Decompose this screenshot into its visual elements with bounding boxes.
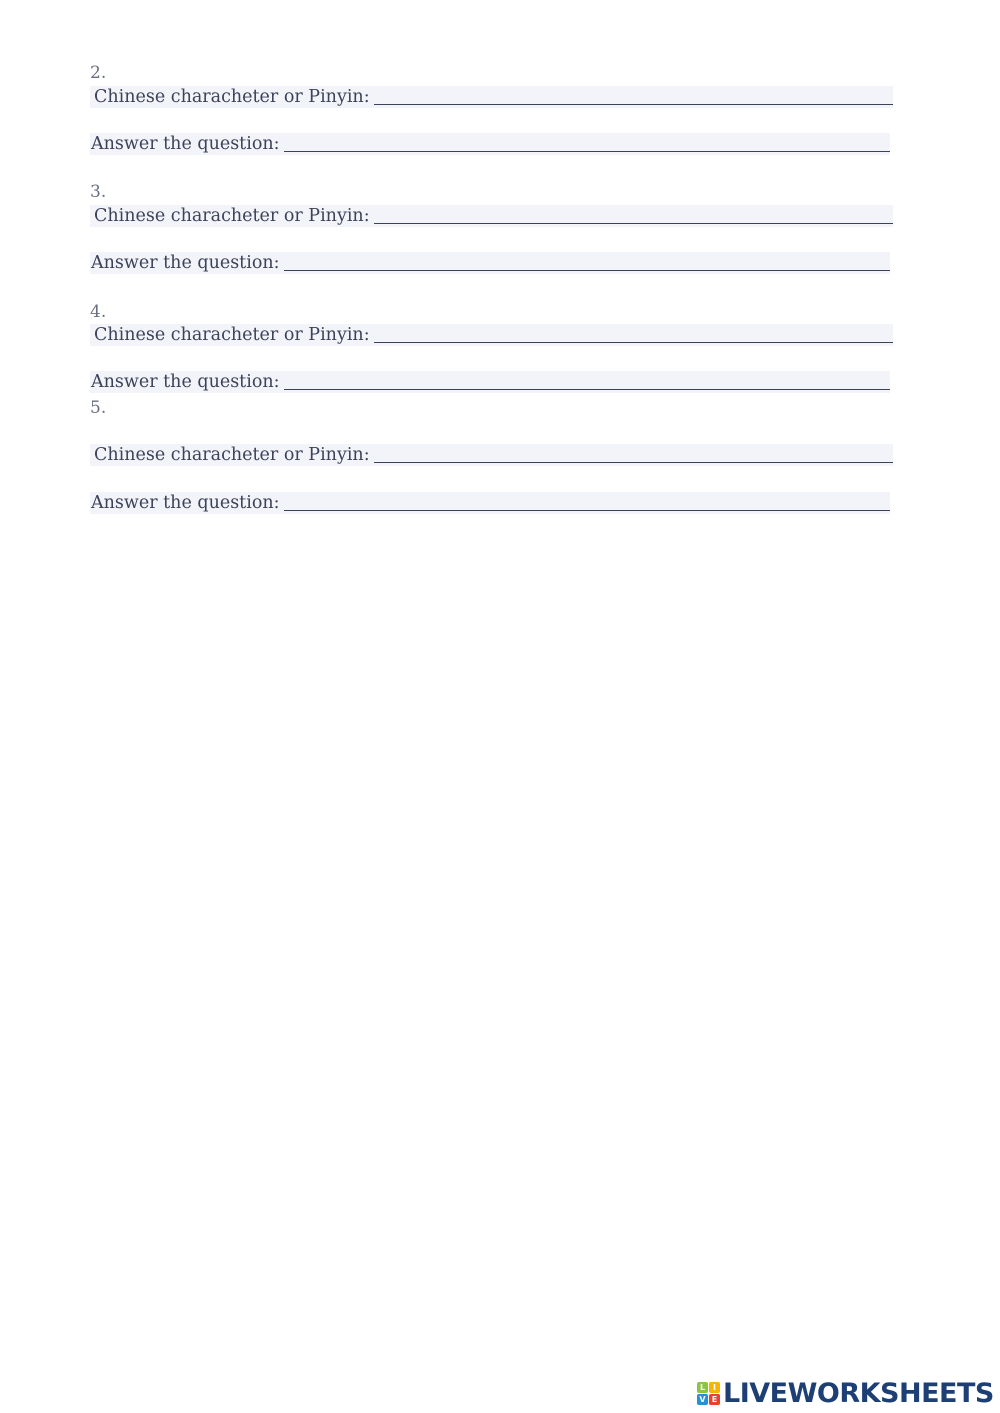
answer-field[interactable]: [90, 252, 890, 274]
field-label: Chinese characheter or Pinyin:: [94, 206, 370, 226]
answer-input[interactable]: [374, 446, 893, 463]
answer-input[interactable]: [284, 254, 890, 271]
question-number: 2.: [90, 63, 107, 83]
live-badge-icon: [697, 1382, 720, 1405]
badge-letter: L: [697, 1382, 708, 1393]
badge-letter: V: [697, 1394, 708, 1405]
field-label: Answer the question:: [91, 134, 280, 154]
logo-text: LIVEWORKSHEETS: [723, 1378, 994, 1409]
field-label: Answer the question:: [91, 253, 280, 273]
question-number: 5.: [90, 398, 107, 418]
field-label: Answer the question:: [91, 372, 280, 392]
field-label: Chinese characheter or Pinyin:: [94, 325, 370, 345]
answer-input[interactable]: [284, 135, 890, 152]
field-label: Chinese characheter or Pinyin:: [94, 87, 370, 107]
field-label: Answer the question:: [91, 493, 280, 513]
badge-letter: I: [709, 1382, 720, 1393]
answer-field[interactable]: [90, 133, 890, 155]
character-pinyin-field[interactable]: [90, 205, 893, 227]
answer-field[interactable]: [90, 492, 890, 514]
answer-input[interactable]: [374, 326, 893, 343]
answer-input[interactable]: [284, 373, 890, 390]
question-number: 4.: [90, 302, 107, 322]
answer-input[interactable]: [284, 494, 890, 511]
answer-input[interactable]: [374, 207, 893, 224]
badge-letter: E: [709, 1394, 720, 1405]
answer-field[interactable]: [90, 371, 890, 393]
liveworksheets-logo: [697, 1378, 994, 1409]
field-label: Chinese characheter or Pinyin:: [94, 445, 370, 465]
character-pinyin-field[interactable]: [90, 444, 893, 466]
character-pinyin-field[interactable]: [90, 86, 893, 108]
answer-input[interactable]: [374, 88, 893, 105]
character-pinyin-field[interactable]: [90, 324, 893, 346]
question-number: 3.: [90, 182, 107, 202]
